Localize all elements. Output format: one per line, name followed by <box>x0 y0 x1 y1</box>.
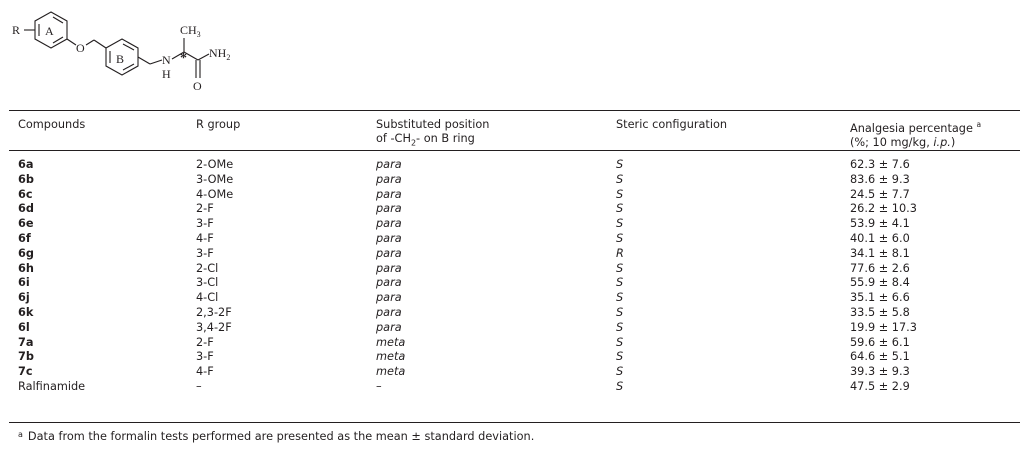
compound-cell: 7c <box>18 365 33 379</box>
table-body <box>0 158 1029 395</box>
stereocenter-label: * <box>180 51 187 66</box>
position-cell: para <box>376 217 402 231</box>
r-group-cell: 4-OMe <box>196 187 234 201</box>
analgesia-cell: 39.3 ± 9.3 <box>850 365 910 379</box>
position-cell: meta <box>376 365 406 379</box>
r-label: R <box>12 23 21 37</box>
analgesia-cell: 77.6 ± 2.6 <box>850 261 910 275</box>
steric-cell: S <box>616 261 624 275</box>
position-cell: meta <box>376 350 406 364</box>
table-top-rule <box>9 110 1020 111</box>
position-cell: para <box>376 158 402 171</box>
analgesia-cell: 19.9 ± 17.3 <box>850 320 917 334</box>
position-cell: para <box>376 231 402 245</box>
table-row <box>0 380 1029 395</box>
analgesia-cell: 47.5 ± 2.9 <box>850 379 910 393</box>
analgesia-cell: 64.6 ± 5.1 <box>850 350 910 364</box>
table-footnote <box>18 430 534 445</box>
steric-cell: S <box>616 365 624 379</box>
steric-cell: S <box>616 158 624 171</box>
amine-n-label: N <box>162 53 171 67</box>
compound-cell: 6e <box>18 217 34 231</box>
steric-cell: S <box>616 291 624 305</box>
analgesia-cell: 59.6 ± 6.1 <box>850 335 910 349</box>
analgesia-cell: 40.1 ± 6.0 <box>850 231 910 245</box>
compound-cell: 6j <box>18 291 30 305</box>
analgesia-cell: 33.5 ± 5.8 <box>850 305 910 319</box>
r-group-cell: 2-Cl <box>196 261 219 275</box>
steric-cell: S <box>616 231 624 245</box>
table-row <box>0 173 1029 188</box>
position-cell: para <box>376 202 402 216</box>
table-row <box>0 321 1029 336</box>
r-group-cell: – <box>196 379 202 393</box>
header-substituted-position: Substituted position of $-CH_2-$ on B ring <box>376 118 490 148</box>
steric-cell: S <box>616 305 624 319</box>
steric-cell: S <box>616 202 624 216</box>
steric-cell: S <box>616 320 624 334</box>
table-row <box>0 247 1029 262</box>
position-cell: para <box>376 246 402 260</box>
position-cell: para <box>376 276 402 290</box>
chemical-structure <box>4 2 254 98</box>
position-cell: para <box>376 320 402 334</box>
r-group-cell: 2-OMe <box>196 158 234 171</box>
header-compounds: Compounds <box>18 118 86 131</box>
r-group-cell: 4-Cl <box>196 291 219 305</box>
analgesia-cell: 62.3 ± 7.6 <box>850 158 910 171</box>
analgesia-cell: 24.5 ± 7.7 <box>850 187 910 201</box>
compound-cell: 7a <box>18 335 34 349</box>
table-row <box>0 188 1029 203</box>
r-group-cell: 3-OMe <box>196 172 234 186</box>
r-group-cell: 3-F <box>196 246 214 260</box>
ch3-label: $CH_3$ <box>180 23 201 39</box>
steric-cell: S <box>616 187 624 201</box>
steric-cell: S <box>616 350 624 364</box>
footnote-text: Data from the formalin tests performed are presented as the mean ± standard deviation. <box>27 430 535 443</box>
position-cell: para <box>376 172 402 186</box>
r-group-cell: 4-F <box>196 365 214 379</box>
compound-cell: 6l <box>18 320 30 334</box>
position-cell: para <box>376 261 402 275</box>
table-row <box>0 350 1029 365</box>
r-group-cell: 4-F <box>196 231 214 245</box>
ring-a-label: A <box>45 24 54 38</box>
steric-cell: S <box>616 276 624 290</box>
analgesia-cell: 34.1 ± 8.1 <box>850 246 910 260</box>
steric-cell: S <box>616 379 624 393</box>
compound-cell: 6f <box>18 231 31 245</box>
steric-cell: R <box>616 246 624 260</box>
table-row <box>0 202 1029 217</box>
compound-cell: 6i <box>18 276 30 290</box>
amine-h-label: H <box>162 67 171 81</box>
table-row <box>0 158 1029 173</box>
header-analgesia-percentage: Analgesia percentage $^a$ (%; 10 mg/kg, i.p.) <box>850 120 982 149</box>
compound-cell: 6a <box>18 158 34 171</box>
table-bottom-rule <box>9 422 1020 423</box>
compound-cell: 6d <box>18 202 34 216</box>
table-row <box>0 306 1029 321</box>
steric-cell: S <box>616 217 624 231</box>
table-row <box>0 291 1029 306</box>
position-cell: meta <box>376 335 406 349</box>
table-row <box>0 336 1029 351</box>
ether-o-label: O <box>76 41 85 55</box>
position-cell: para <box>376 291 402 305</box>
header-r-group: R group <box>196 118 241 131</box>
compound-cell: 6g <box>18 246 34 260</box>
r-group-cell: 3-F <box>196 217 214 231</box>
footnote-marker: a <box>18 430 23 439</box>
r-group-cell: 3-Cl <box>196 276 219 290</box>
compound-cell: 6k <box>18 305 34 319</box>
compound-cell: 6h <box>18 261 34 275</box>
table-row <box>0 232 1029 247</box>
compound-cell: 6b <box>18 172 34 186</box>
compound-cell: Ralfinamide <box>18 379 86 393</box>
r-group-cell: 2-F <box>196 202 214 216</box>
position-cell: – <box>376 379 382 393</box>
table-row <box>0 276 1029 291</box>
analgesia-cell: 35.1 ± 6.6 <box>850 291 910 305</box>
carbonyl-o-label: O <box>193 79 202 93</box>
nh2-label: $NH_2$ <box>209 46 231 62</box>
table-row <box>0 217 1029 232</box>
r-group-cell: 2-F <box>196 335 214 349</box>
compound-cell: 6c <box>18 187 33 201</box>
r-group-cell: 2,3-2F <box>196 305 232 319</box>
r-group-cell: 3-F <box>196 350 214 364</box>
table-row <box>0 262 1029 277</box>
analgesia-cell: 53.9 ± 4.1 <box>850 217 910 231</box>
analgesia-cell: 55.9 ± 8.4 <box>850 276 910 290</box>
table-header-rule <box>9 150 1020 151</box>
steric-cell: S <box>616 335 624 349</box>
steric-cell: S <box>616 172 624 186</box>
position-cell: para <box>376 305 402 319</box>
analgesia-cell: 83.6 ± 9.3 <box>850 172 910 186</box>
r-group-cell: 3,4-2F <box>196 320 232 334</box>
table-row <box>0 365 1029 380</box>
position-cell: para <box>376 187 402 201</box>
header-steric-configuration: Steric configuration <box>616 118 728 131</box>
analgesia-cell: 26.2 ± 10.3 <box>850 202 917 216</box>
ring-b-label: B <box>116 52 125 66</box>
compound-cell: 7b <box>18 350 34 364</box>
